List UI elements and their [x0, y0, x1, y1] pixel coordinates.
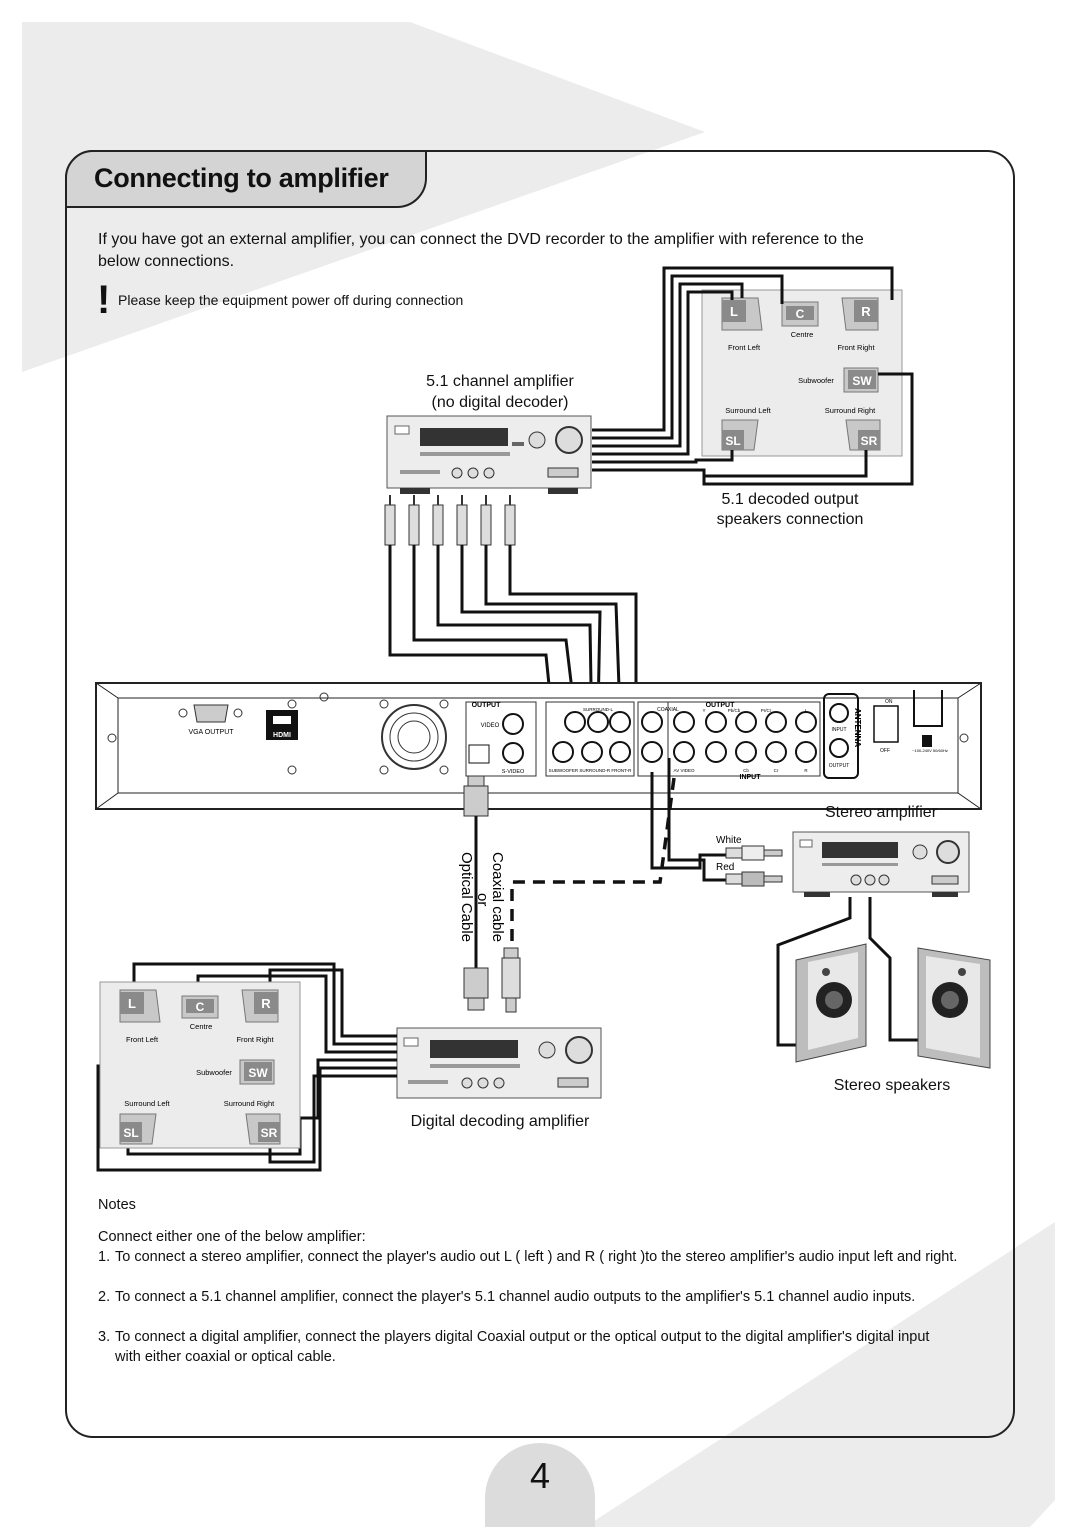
label-stereo-amplifier: Stereo amplifier	[824, 804, 938, 821]
label-cb: Cb	[743, 768, 749, 773]
label-digital-amplifier: Digital decoding amplifier	[410, 1113, 590, 1130]
label-l: L	[804, 708, 808, 713]
badge-sl-bottom: SL	[123, 1126, 139, 1140]
label-red: Red	[716, 862, 735, 873]
label-subwoofer: Subwoofer	[798, 376, 834, 385]
label-coaxial-cable: Coaxial cable	[489, 852, 506, 943]
label-decoded-output-line1: 5.1 decoded output	[721, 491, 859, 508]
badge-r: R	[861, 304, 871, 319]
coaxial-plug	[502, 948, 520, 1012]
label-or: or	[474, 893, 491, 907]
amplifier-51	[387, 416, 591, 494]
hdmi-logo: HDMI	[273, 732, 291, 739]
badge-c: C	[795, 307, 805, 321]
label-centre-bottom: Centre	[189, 1022, 213, 1031]
note-number: 1.	[98, 1249, 111, 1265]
note-number: 3.	[98, 1329, 111, 1345]
label-antenna-output: OUTPUT	[828, 763, 850, 769]
badge-l: L	[730, 304, 738, 319]
label-51-amplifier-line2: (no digital decoder)	[431, 394, 569, 411]
label-off: OFF	[880, 748, 890, 754]
badge-c-bottom: C	[195, 1000, 205, 1014]
label-r: R	[804, 768, 808, 773]
label-output: OUTPUT	[471, 702, 501, 709]
label-stereo-speakers: Stereo speakers	[833, 1077, 951, 1094]
page-title: Connecting to amplifier	[94, 163, 389, 193]
hdmi-port	[266, 710, 298, 740]
warning-icon: !	[97, 278, 111, 322]
label-prcr: Pr/Cr	[760, 708, 772, 713]
badge-sr: SR	[860, 434, 878, 448]
badge-r-bottom: R	[261, 996, 271, 1011]
label-antenna: ANTENNA	[853, 708, 862, 748]
label-on: ON	[885, 699, 893, 705]
label-51-amplifier	[388, 373, 612, 412]
label-front-left: Front Left	[727, 343, 761, 352]
label-surround-left-bottom: Surround Left	[124, 1099, 170, 1108]
label-y: Y	[702, 708, 706, 713]
page-number: 4	[529, 1455, 551, 1496]
badge-sl: SL	[725, 434, 741, 448]
label-pbcb: Pb/Cb	[727, 708, 741, 713]
stereo-speaker-left	[796, 944, 866, 1062]
amplifier-stereo	[793, 832, 969, 897]
label-front-left-bottom: Front Left	[125, 1035, 159, 1044]
label-input: INPUT	[739, 774, 761, 781]
label-front-right-bottom: Front Right	[236, 1035, 274, 1044]
stereo-plugs	[716, 835, 782, 886]
label-optical-cable: Optical Cable	[458, 852, 475, 943]
badge-l-bottom: L	[128, 996, 136, 1011]
intro-text: If you have got an external amplifier, you can connect the DVD recorder to the amplifier with reference to the below connections.	[98, 231, 864, 270]
badge-sw: SW	[852, 374, 872, 388]
label-white: White	[716, 835, 742, 846]
label-decoded-output	[690, 491, 890, 529]
label-video: VIDEO	[480, 723, 500, 729]
dvd-rear-panel	[96, 683, 981, 809]
label-cr: Cr	[773, 768, 779, 773]
label-surround-right-bottom: Surround Right	[223, 1099, 275, 1108]
speaker-panel-top	[702, 290, 902, 456]
badge-sr-bottom: SR	[260, 1126, 278, 1140]
label-av-video: AV VIDEO	[673, 768, 695, 773]
stereo-speaker-right	[918, 948, 990, 1068]
label-decoded-output-line2: speakers connection	[716, 511, 864, 528]
label-vga-output: VGA OUTPUT	[188, 729, 234, 736]
label-subwoofer-bottom: Subwoofer	[196, 1068, 232, 1077]
label-surround-right: Surround Right	[824, 406, 876, 415]
label-surround-left: Surround Left	[725, 406, 771, 415]
notes-lead: Connect either one of the below amplifier:	[98, 1229, 366, 1245]
note-text: To connect a digital amplifier, connect the players digital Coaxial output or the optical output to the digital amplifier's digital input with either coaxial or optical cable.	[115, 1329, 930, 1365]
label-51-amplifier-line1: 5.1 channel amplifier	[426, 373, 574, 390]
badge-sw-bottom: SW	[248, 1066, 268, 1080]
label-coaxial: COAXIAL	[657, 707, 679, 713]
speaker-panel-bottom	[100, 982, 300, 1148]
warning-text: Please keep the equipment power off during connection	[118, 292, 464, 308]
label-surround-l: SURROUND-L	[582, 707, 614, 712]
speaker-fl-top	[722, 298, 762, 352]
note-item	[98, 1247, 958, 1267]
amplifier-digital	[397, 1028, 601, 1098]
label-front-right: Front Right	[837, 343, 875, 352]
note-text: To connect a 5.1 channel amplifier, connect the player's 5.1 channel audio outputs to the amplifier's 5.1 channel audio inputs.	[115, 1289, 916, 1305]
note-item	[98, 1327, 958, 1367]
label-centre: Centre	[790, 330, 814, 339]
label-power: ~100-240V 50/60Hz	[912, 748, 948, 753]
note-text: To connect a stereo amplifier, connect the player's audio out L ( left ) and R ( right )to the stereo amplifier's audio input left and right.	[115, 1249, 958, 1265]
notes-heading: Notes	[98, 1197, 136, 1213]
rca-plugs-51	[385, 495, 515, 545]
label-sub-row: SUBWOOFER SURROUND-R FRONT-R	[548, 768, 632, 773]
note-item	[98, 1287, 958, 1307]
label-output-2: OUTPUT	[705, 702, 735, 709]
note-number: 2.	[98, 1289, 111, 1305]
label-antenna-input: INPUT	[831, 727, 847, 733]
label-svideo: S-VIDEO	[501, 769, 525, 775]
notes-section	[98, 1195, 958, 1367]
